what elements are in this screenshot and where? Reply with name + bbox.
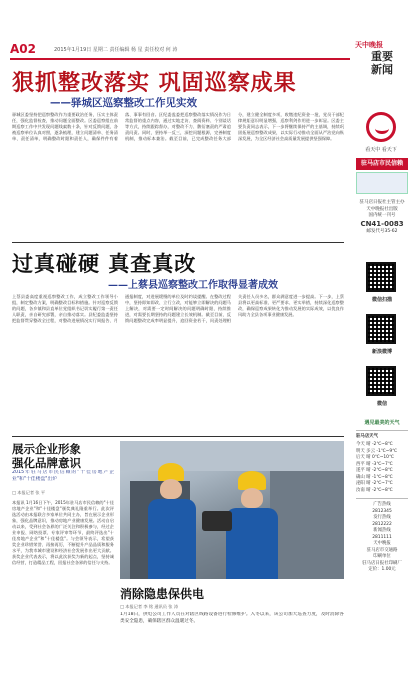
publisher-line: 国内统一刊号 — [368, 213, 396, 218]
weather-title: 驻马店天气 — [356, 434, 378, 439]
section-title — [360, 50, 404, 76]
photo-credit: □ 本报记者 李 铭 通讯员 张 涛 — [120, 604, 179, 609]
contact-list — [356, 502, 408, 574]
weather-slogan: 遇见最美的天气 — [364, 420, 400, 426]
ad-box — [356, 172, 408, 194]
weather-row: 确山 晴 -1℃~8℃ — [356, 474, 393, 480]
qr-code-icon — [366, 262, 396, 292]
weather-row: 西平 晴 -3℃~7℃ — [356, 461, 393, 467]
contact-row: 发行热线 — [373, 515, 391, 520]
section-title-2: 新闻 — [371, 63, 393, 76]
lead-body: 驿城区委坚持把巡察整改作为重要政治任务，压实主体责任，强化监督检查，推动问题全面整改。区委巡察组在前期巡察工作中共发现问题线索数十条，针对反馈问题，各被巡察单位认真对照，逐条梳理，建立问题清单、任务清单、责任清单，明确整改时限和责任人，确保件件有着落、事事有回音。区纪委监委把巡察整改落实情况作为日常监督的重点内容，通过实地走访、查阅资料、个别谈话等方式，持续跟踪督办，对整改不力、敷衍塞责的严肃追责问责。同时，坚持举一反三，深挖问题根源，完善制度机制，推动标本兼治。截至目前，已完成整改任务大部分，建立健全制度多项，收缴违纪资金一批，党员干部纪律规矩意识明显增强，巡察利剑作用进一步彰显。区委主要负责同志表示，下一步将继续保持严的主基调，持续巩固拓展巡察整改成果，以实际行动推动全面从严治党向纵深发展，为全区经济社会高质量发展提供坚强保障。 — [12, 112, 344, 141]
news-photo — [120, 441, 344, 579]
qr-code-icon — [366, 314, 396, 344]
feature-headline-2: 强化品牌意识 — [12, 456, 81, 470]
section-title-1: 重要 — [371, 50, 393, 63]
weather-list — [356, 442, 408, 494]
contact-row: 2812345 — [372, 508, 392, 514]
divider — [12, 436, 344, 437]
contact-row: 广告热线 — [373, 502, 391, 507]
qr-label: 微信扫描 — [371, 297, 392, 303]
qr-code-icon — [366, 366, 396, 396]
contact-row: 2812222 — [372, 521, 392, 527]
divider — [356, 430, 408, 431]
feature-credit: □ 本报记者 张 平 — [12, 490, 46, 495]
page-number: A02 — [10, 42, 36, 56]
lead-subhead: ——驿城区巡察整改工作见实效 — [50, 97, 197, 109]
weather-row: 后天 晴 0℃~10℃ — [356, 455, 394, 460]
slogan: 看天中 看天下 — [365, 147, 397, 153]
second-body: 上蔡县委高度重视巡察整改工作，成立整改工作领导小组，制定整改方案，明确整改目标和措施。针对巡察反馈的问题，各乡镇和县直单位党组织书记切实履行第一责任人职责，亲自研究部署，亲自推动落实。县纪委监委坚持把监督贯穿整改全过程，对整改进展情况实行周报告、月通报制度，对进展缓慢的单位及时约谈提醒。在整改过程中，坚持即知即改、立行立改，对能够立即解决的问题马上解决，对需要一定时间解决的问题明确时限、持续推进，对需要长期坚持的问题建立长效机制。截至目前，反馈问题整改完成率明显提升，追回资金若干，问责处理相关责任人员多名，群众满意度进一步提高。下一步，上蔡县将以更高标准、更严要求、更实举措，持续深化巡察整改，确保巡察成果转化为推动发展的实际成效，以优良作风助力全县各项事业健康发展。 — [12, 294, 344, 323]
qr-label: 新浪微博 — [371, 349, 392, 355]
contact-row: 定价：1.00元 — [368, 567, 396, 572]
weather-row: 泌阳 晴 -2℃~7℃ — [356, 481, 393, 486]
publisher-info — [356, 200, 408, 235]
weather-row: 明天 多云 -1℃~9℃ — [356, 448, 398, 454]
publisher-line: 驻马店日报社主管主办 — [359, 200, 405, 205]
weather-row: 今天 晴 -2℃~8℃ — [356, 442, 393, 447]
contact-row: 天中晚报 — [373, 541, 391, 546]
contact-row: 驻马店市交通路 — [366, 547, 398, 553]
page-header — [10, 42, 350, 60]
weather-row: 汝南 晴 -2℃~8℃ — [356, 487, 393, 493]
publisher-line: 天中晚报社出版 — [366, 206, 398, 212]
divider — [356, 498, 408, 499]
newspaper-logo-icon — [366, 112, 396, 142]
photo-body: 1月18日，供电公司工作人员在对辖区线路设备进行检修维护。入冬以来，该公司加大巡查力度，及时消除各类安全隐患，确保辖区群众温暖过冬。 — [120, 612, 344, 624]
issn: CN41-0083 — [360, 219, 404, 228]
contact-row: 印刷单位 — [373, 554, 391, 559]
contact-row: 2811111 — [372, 534, 392, 540]
weather-row: 遂平 晴 -2℃~8℃ — [356, 468, 393, 473]
photo-headline: 消除隐患保供电 — [120, 587, 205, 601]
contact-row: 新闻热线 — [373, 528, 391, 533]
second-subhead: ——上蔡县巡察整改工作取得显著成效 — [108, 280, 278, 291]
header-info: 2015年1月19日 星期二 责任编辑 杨 星 责任校对 何 涛 — [54, 47, 178, 53]
postal-code: 邮发代号35-62 — [366, 228, 398, 234]
lead-headline: 狠抓整改落实 巩固巡察成果 — [12, 71, 297, 96]
contact-row: 驻马店日报社印刷厂 — [362, 560, 402, 566]
banner: 驻马店市民信赖 — [356, 158, 408, 170]
feature-headline-1: 展示企业形象 — [12, 442, 81, 456]
qr-label: 微信 — [376, 401, 387, 407]
feature-tagline: 2015年驻马店市民信赖的"十佳房地产企业"和"十佳楼盘"出炉 — [12, 470, 114, 482]
feature-body: 本报讯 1月16日下午，2015年驻马店市民信赖的"十佳房地产企业"和"十佳楼盘"颁奖典礼隆重举行。此次评选活动由本报联合多家单位共同主办，旨在展示企业形象，强化品牌意识，推动房地产业健康发展。活动自启动以来，受到社会各界的广泛关注和积极参与，经过企业申报、网络投票、专家评审等环节，最终评选出"十佳房地产企业"和"十佳楼盘"。与会领导表示，希望获奖企业珍惜荣誉、再接再厉，不断提升产品品质和服务水平，为我市城市建设和经济社会发展作出更大贡献。获奖企业代表表示，将以此次获奖为新的起点，坚持诚信经营，打造精品工程，回报社会各界的信任与支持。 — [12, 500, 114, 565]
second-headline: 过真碰硬 真查真改 — [12, 252, 197, 276]
brand-name: 天中晚报 — [355, 40, 383, 49]
divider — [12, 242, 344, 243]
